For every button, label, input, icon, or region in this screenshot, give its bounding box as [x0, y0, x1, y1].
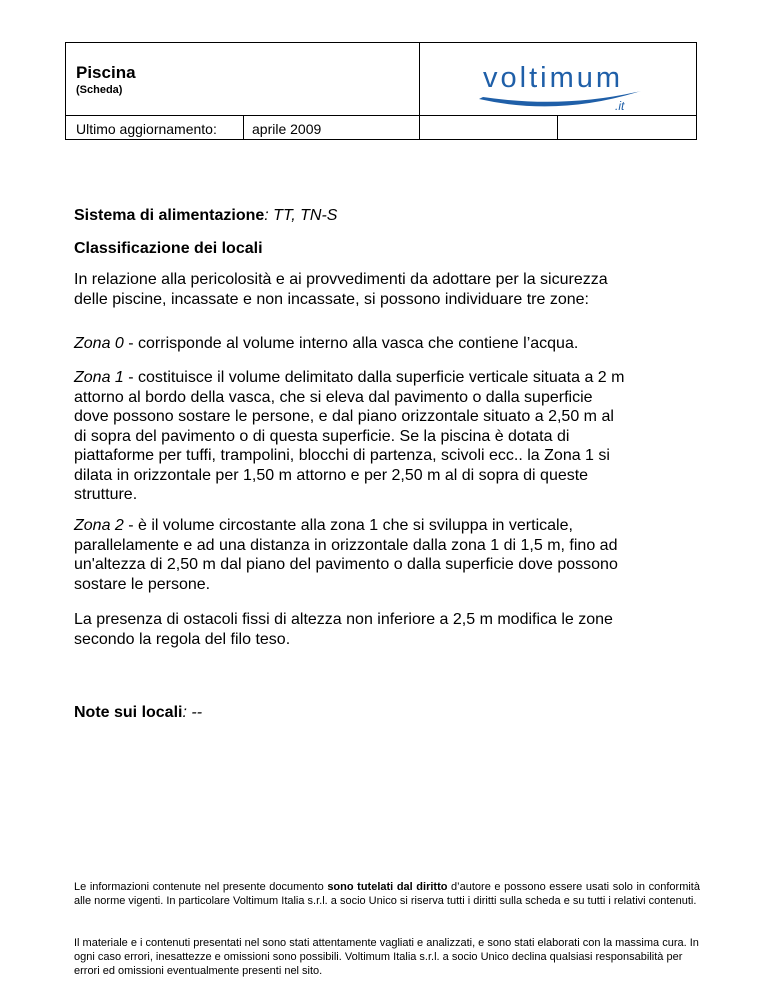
zona2-paragraph: [74, 516, 704, 594]
text-line: strutture.: [74, 486, 138, 503]
voltimum-logo: [469, 53, 649, 113]
zona1-paragraph: [74, 368, 704, 505]
sistema-line: [74, 206, 704, 226]
zona0-label: Zona 0: [74, 335, 124, 352]
text-line: - costituisce il volume delimitato dalla superficie verticale situata a 2 m: [123, 369, 625, 386]
text-line: - è il volume circostante alla zona 1 che si sviluppa in verticale,: [123, 517, 573, 534]
document-title: Piscina: [76, 63, 136, 82]
text-line: dilata in orizzontale per 1,50 m attorno e per 2,50 m al di sopra di queste: [74, 466, 589, 484]
notice-text: d’autore e possono essere usati solo in conformità alle norme vigenti. In particolare Voltimum Italia s.r.l. a socio Unico si riserva tutti i diritti sulla scheda e su tutti i relativi contenuti.: [74, 881, 700, 907]
zona1-label: Zona 1: [74, 369, 124, 386]
text-line: sostare le persone.: [74, 575, 211, 593]
text-line: secondo la regola del filo teso.: [74, 630, 291, 648]
ostacoli-paragraph: [74, 610, 704, 649]
updated-value: aprile 2009: [252, 121, 322, 137]
text-line: In relazione alla pericolosità e ai provvedimenti da adottare per la sicurezza: [74, 271, 608, 288]
cell-divider: [243, 115, 244, 139]
row-divider: [66, 115, 696, 116]
text-line: piattaforme per tuffi, trampolini, blocchi di partenza, scivoli ecc.. la Zona 1 si: [74, 447, 610, 464]
cell-divider: [557, 115, 558, 139]
text-line: dove possono sostare le persone, e dal piano orizzontale situato a 2,50 m al: [74, 408, 614, 425]
zona0-paragraph: [74, 334, 704, 354]
zona0-text: - corrisponde al volume interno alla vasca che contiene l’acqua.: [123, 335, 579, 352]
note-line: [74, 703, 704, 723]
text-line: un'altezza di 2,50 m dal piano del pavimento o dalla superficie dove possono: [74, 556, 618, 573]
logo-wordmark: voltimum: [483, 62, 624, 94]
document-subtitle: (Scheda): [76, 84, 123, 96]
column-divider: [419, 43, 420, 139]
updated-label: Ultimo aggiornamento:: [76, 121, 217, 137]
text-line: di sopra del pavimento o di questa superficie. Se la piscina è dotata di: [74, 427, 570, 445]
zona2-label: Zona 2: [74, 517, 124, 534]
logo-suffix: .it: [615, 99, 625, 113]
classificazione-heading: Classificazione dei locali: [74, 240, 263, 257]
sistema-label: Sistema di alimentazione: [74, 207, 265, 224]
text-line: La presenza di ostacoli fissi di altezza non inferiore a 2,5 m modifica le zone: [74, 611, 613, 628]
intro-paragraph: [74, 270, 704, 309]
note-label: Note sui locali: [74, 704, 183, 721]
sistema-value: : TT, TN-S: [264, 207, 338, 224]
text-line: parallelamente e ad una distanza in orizzontale dalla zona 1 di 1,5 m, fino ad: [74, 536, 618, 554]
copyright-notice: [74, 880, 700, 908]
text-line: delle piscine, incassate e non incassate, si possono individuare tre zone:: [74, 290, 589, 308]
notice-emphasis: sono tutelati dal diritto: [327, 881, 448, 893]
notice-text: Le informazioni contenute nel presente documento: [74, 881, 328, 893]
header-table: [65, 42, 697, 140]
text-line: attorno al bordo della vasca, che si eleva dal pavimento o dalla superficie: [74, 388, 593, 406]
note-value: : --: [182, 704, 203, 721]
disclaimer-notice: Il materiale e i contenuti presentati nel sono stati attentamente vagliati e analizzati, e sono stati elaborati con la massima cura. In ogni caso errori, inesattezze e omissioni sono possibili. Voltimum Italia s.r.l. a socio Unico declina qualsiasi responsabilità per errori ed omissioni eventualmente presenti nel sito.: [74, 937, 699, 977]
